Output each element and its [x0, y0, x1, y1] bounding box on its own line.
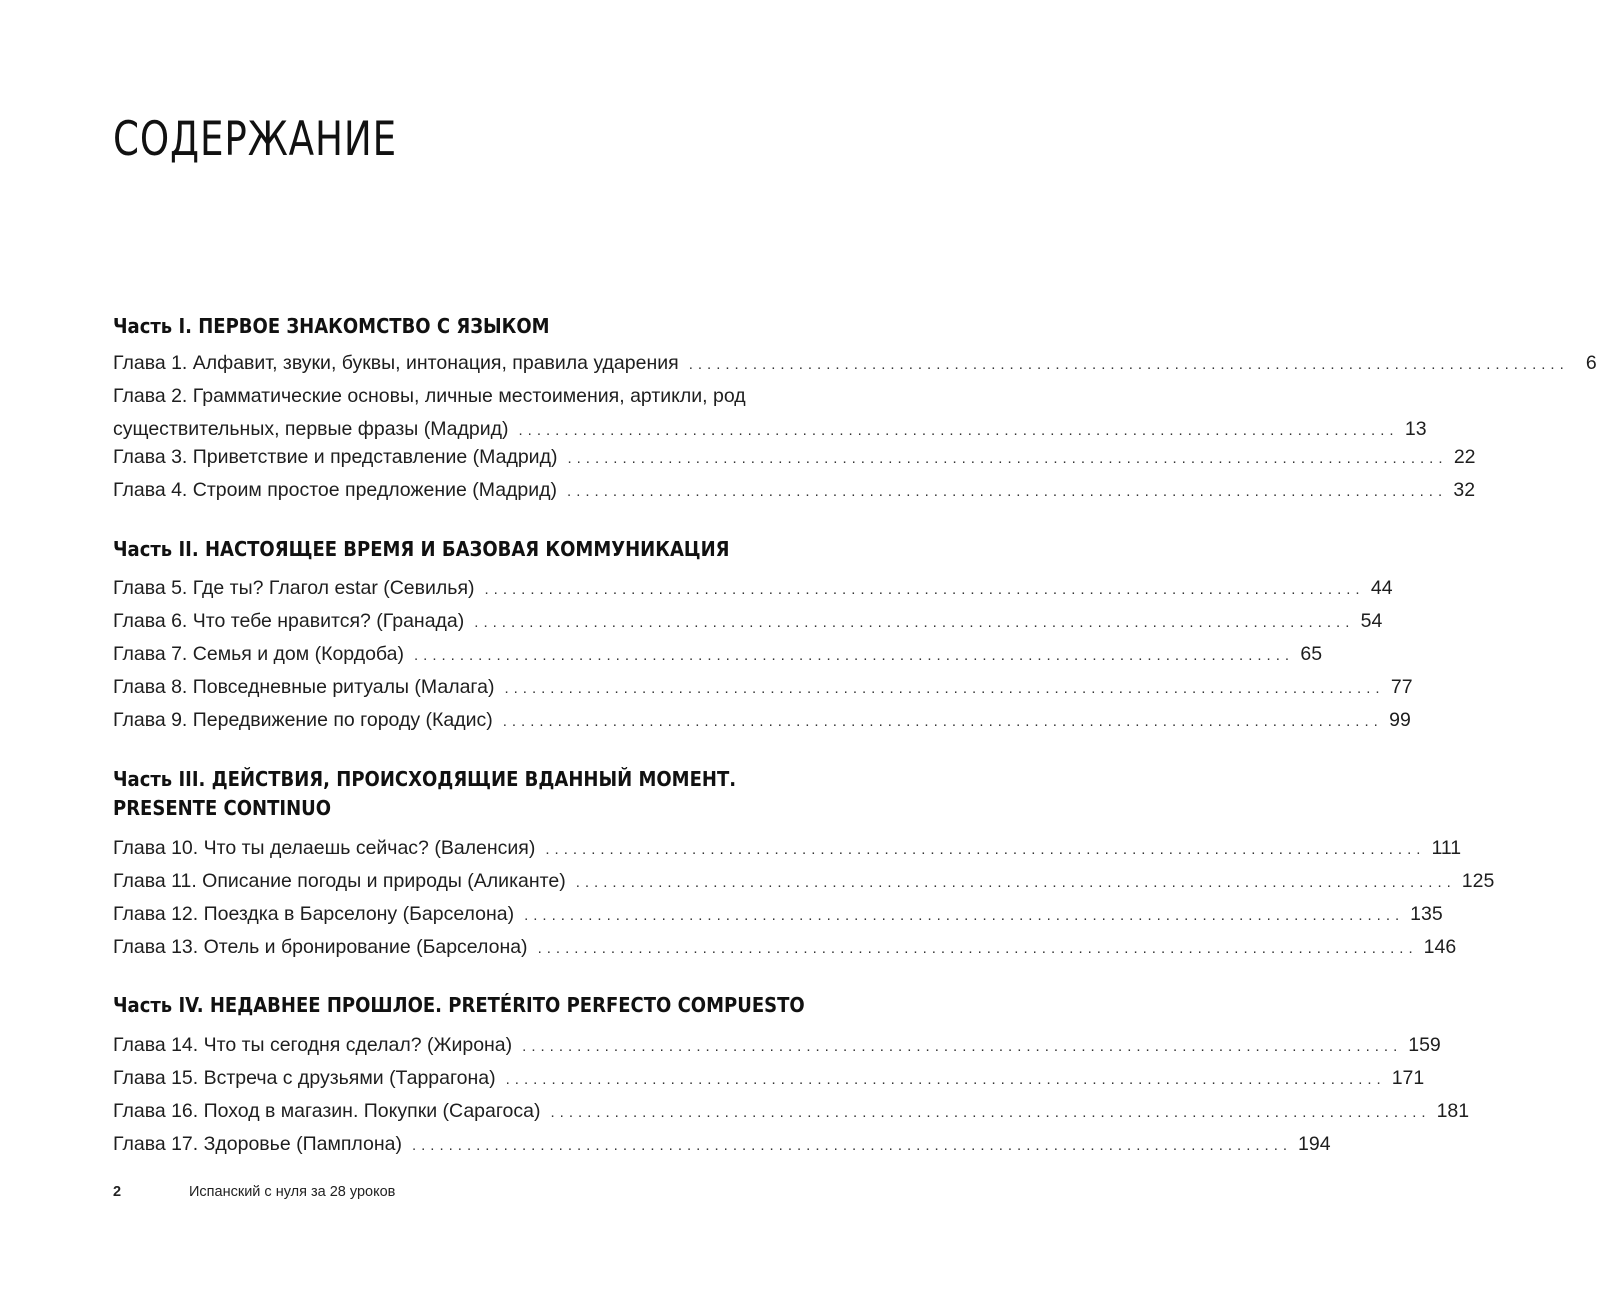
page-number: 6 [1585, 352, 1597, 374]
page-number: 22 [1453, 446, 1476, 468]
toc-entry[interactable] [113, 572, 1393, 605]
chapter-title: существительных, первые фразы (Мадрид) [113, 418, 509, 440]
chapter-title: Глава 7. Семья и дом (Кордоба) [113, 643, 404, 665]
page-number: 194 [1298, 1133, 1331, 1155]
part-heading: Часть III. ДЕЙСТВИЯ, ПРОИСХОДЯЩИЕ ВДАННЫЙ МОМЕНТ. [113, 767, 737, 791]
chapter-title: Глава 3. Приветствие и представление (Мадрид) [113, 446, 558, 468]
toc-entry[interactable] [113, 1095, 1470, 1128]
footer-book-title: Испанский с нуля за 28 уроков [189, 1184, 396, 1200]
dot-leader: ................................................................................................ [688, 356, 1569, 373]
dot-leader: ................................................................................................ [484, 581, 1365, 598]
page-number: 111 [1431, 837, 1462, 859]
dot-leader: ................................................................................................ [524, 907, 1405, 924]
dot-leader: ................................................................................................ [550, 1104, 1431, 1121]
part-heading: Часть II. НАСТОЯЩЕЕ ВРЕМЯ И БАЗОВАЯ КОММУНИКАЦИЯ [113, 537, 730, 561]
part-heading: Часть IV. НЕДАВНЕЕ ПРОШЛОЕ. PRETÉRITO PERFECTO COMPUESTO [113, 993, 805, 1017]
page-number: 77 [1390, 676, 1413, 698]
page-number: 146 [1423, 936, 1457, 958]
dot-leader: ................................................................................................ [537, 940, 1418, 957]
footer-page-number: 2 [113, 1184, 122, 1200]
dot-leader: ................................................................................................ [545, 841, 1426, 858]
chapter-title-line1: Глава 2. Грамматические основы, личные местоимения, артикли, род [113, 385, 746, 407]
dot-leader: ................................................................................................ [505, 1071, 1386, 1088]
chapter-title: Глава 15. Встреча с друзьями (Таррагона) [113, 1067, 496, 1089]
page-title: СОДЕРЖАНИЕ [113, 112, 397, 167]
chapter-title: Глава 5. Где ты? Глагол estar (Севилья) [113, 577, 475, 599]
chapter-title: Глава 13. Отель и бронирование (Барселона) [113, 936, 528, 958]
chapter-title: Глава 8. Повседневные ритуалы (Малага) [113, 676, 495, 698]
chapter-title: Глава 11. Описание погоды и природы (Аликанте) [113, 870, 566, 892]
dot-leader: ................................................................................................ [411, 1137, 1293, 1154]
page-number: 135 [1410, 903, 1443, 925]
page-number: 171 [1391, 1067, 1425, 1089]
toc-entry[interactable] [113, 931, 1457, 964]
dot-leader: ................................................................................................ [567, 450, 1448, 467]
page-number: 181 [1436, 1100, 1470, 1122]
chapter-title: Глава 4. Строим простое предложение (Мадрид) [113, 479, 558, 501]
toc-entry[interactable] [113, 380, 1427, 446]
dot-leader: ................................................................................................ [413, 647, 1295, 664]
dot-leader: ................................................................................................ [518, 422, 1399, 439]
toc-entry[interactable] [113, 441, 1476, 474]
toc-entry[interactable] [113, 638, 1323, 671]
toc-entry[interactable] [113, 832, 1462, 865]
dot-leader: ................................................................................................ [522, 1038, 1403, 1055]
chapter-title: Глава 1. Алфавит, звуки, буквы, интонация, правила ударения [113, 352, 679, 374]
dot-leader: ................................................................................................ [575, 874, 1456, 891]
toc-entry[interactable] [113, 704, 1411, 737]
toc-entry[interactable] [113, 1062, 1425, 1095]
part-heading-line2: PRESENTE CONTINUO [113, 796, 332, 820]
page-number: 125 [1461, 870, 1495, 892]
page-number: 159 [1408, 1034, 1441, 1056]
toc-entry[interactable] [113, 671, 1413, 704]
chapter-title: Глава 9. Передвижение по городу (Кадис) [113, 709, 493, 731]
dot-leader: ................................................................................................ [504, 680, 1385, 697]
chapter-title: Глава 14. Что ты сегодня сделал? (Жирона) [113, 1034, 513, 1056]
page-number: 99 [1389, 709, 1411, 731]
page-number: 54 [1360, 610, 1383, 632]
chapter-title: Глава 6. Что тебе нравится? (Гранада) [113, 610, 465, 632]
toc-entry[interactable] [113, 898, 1443, 931]
toc-entry[interactable] [113, 865, 1495, 898]
chapter-title: Глава 16. Поход в магазин. Покупки (Сарагоса) [113, 1100, 541, 1122]
toc-entry[interactable] [113, 1029, 1441, 1062]
dot-leader: ................................................................................................ [567, 483, 1448, 500]
page-number: 32 [1453, 479, 1476, 501]
chapter-title: Глава 17. Здоровье (Памплона) [113, 1133, 402, 1155]
page-number: 13 [1404, 418, 1427, 440]
dot-leader: ................................................................................................ [474, 614, 1355, 631]
toc-entry[interactable] [113, 474, 1476, 507]
page-number: 65 [1300, 643, 1323, 665]
chapter-title: Глава 12. Поездка в Барселону (Барселона) [113, 903, 515, 925]
toc-entry[interactable] [113, 605, 1383, 638]
dot-leader: ................................................................................................ [502, 713, 1383, 730]
part-heading: Часть I. ПЕРВОЕ ЗНАКОМСТВО С ЯЗЫКОМ [113, 314, 550, 338]
chapter-title: Глава 10. Что ты делаешь сейчас? (Валенсия) [113, 837, 536, 859]
toc-entry[interactable] [113, 1128, 1331, 1161]
page-number: 44 [1370, 577, 1393, 599]
toc-entry[interactable] [113, 347, 1597, 380]
